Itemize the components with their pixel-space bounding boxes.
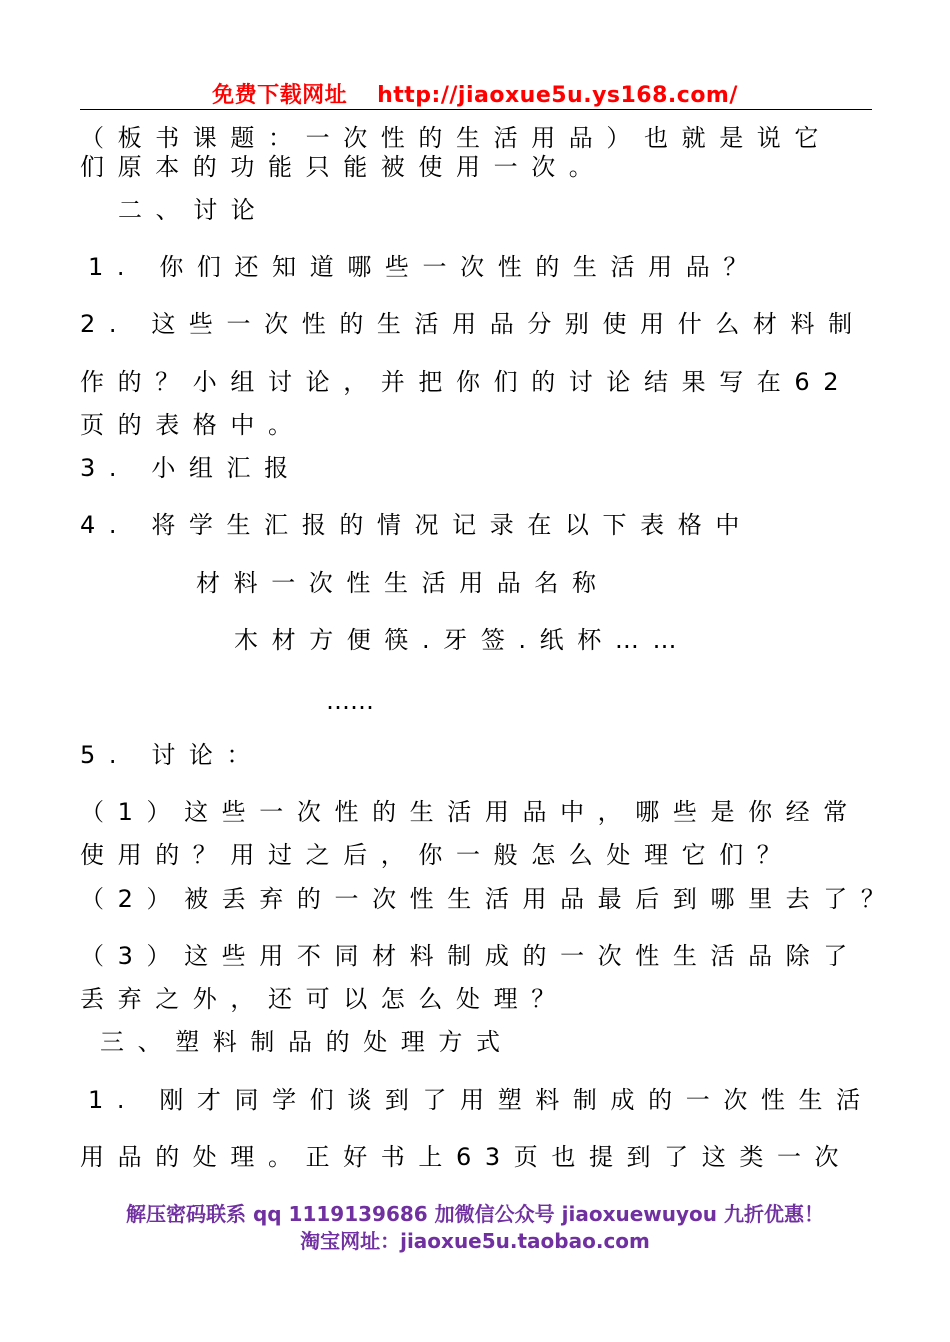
table-header-line: 材料一次性生活用品名称 — [196, 569, 610, 597]
download-header — [0, 78, 950, 109]
section-heading: 二、讨论 — [118, 196, 269, 224]
header-label: 免费下载网址 — [212, 83, 348, 108]
body-line: （板书课题：一次性的生活用品）也就是说它 — [80, 124, 832, 152]
body-line: 页的表格中。 — [80, 411, 306, 439]
body-line: 1. 刚才同学们谈到了用塑料制成的一次性生活 — [88, 1086, 874, 1114]
body-line: 2. 这些一次性的生活用品分别使用什么材料制 — [80, 310, 866, 338]
section-heading: 三、塑料制品的处理方式 — [100, 1028, 514, 1056]
body-line: 5. 讨论： — [80, 741, 265, 769]
table-ellipsis: …… — [326, 687, 374, 715]
body-line: 3. 小组汇报 — [80, 454, 302, 482]
body-line: 1. 你们还知道哪些一次性的生活用品？ — [88, 253, 761, 281]
table-row-line: 木材方便筷.牙签.纸杯…… — [234, 626, 691, 654]
body-line: （3）这些用不同材料制成的一次性生活品除了 — [80, 942, 861, 970]
footer-contact-line: 解压密码联系 qq 1119139686 加微信公众号 jiaoxuewuyou 九折优惠！ — [126, 1202, 824, 1226]
body-line: （1）这些一次性的生活用品中，哪些是你经常 — [80, 798, 861, 826]
body-line: 们原本的功能只能被使用一次。 — [80, 153, 607, 181]
header-url-link[interactable]: http://jiaoxue5u.ys168.com/ — [377, 83, 738, 108]
body-line: 使用的？用过之后，你一般怎么处理它们？ — [80, 841, 795, 869]
body-line: 用品的处理。正好书上63页也提到了这类一次 — [80, 1143, 853, 1171]
header-rule — [80, 109, 872, 110]
body-line: 4. 将学生汇报的情况记录在以下表格中 — [80, 511, 753, 539]
body-line: （2）被丢弃的一次性生活用品最后到哪里去了？ — [80, 885, 899, 913]
body-line: 丢弃之外，还可以怎么处理？ — [80, 985, 569, 1013]
footer-taobao-link[interactable]: 淘宝网址：jiaoxue5u.taobao.com — [300, 1229, 650, 1253]
body-line: 作的？小组讨论，并把你们的讨论结果写在62 — [80, 368, 853, 396]
